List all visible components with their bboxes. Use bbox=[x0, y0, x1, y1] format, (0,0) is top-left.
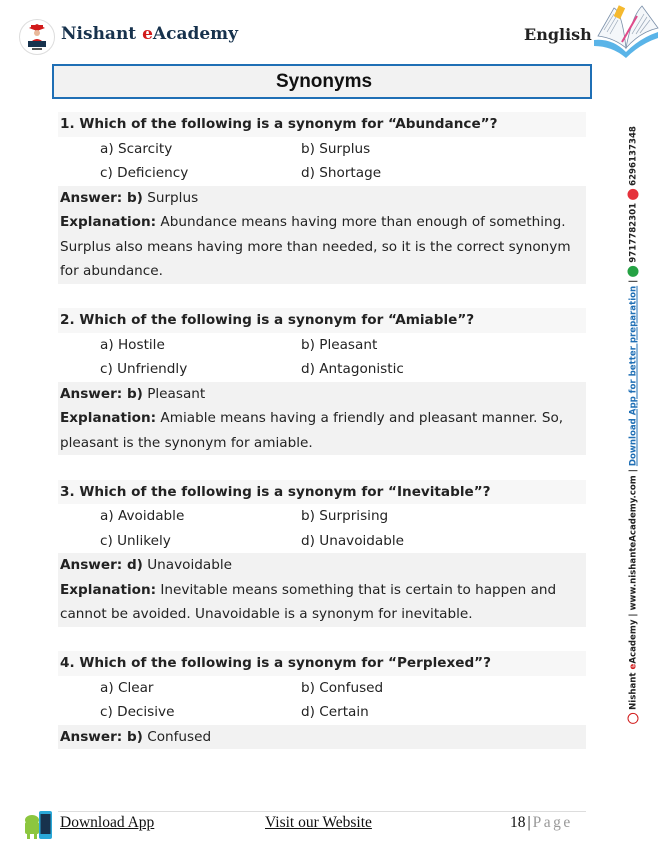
brand-prefix: Nishant bbox=[61, 24, 143, 44]
phone-number: 6296137348 bbox=[628, 126, 638, 186]
side-brand-e: e bbox=[628, 663, 638, 670]
academy-logo-small-icon bbox=[628, 713, 639, 724]
side-banner bbox=[622, 126, 644, 710]
page-header bbox=[0, 0, 662, 64]
question-block bbox=[58, 651, 586, 749]
question-text: 1. Which of the following is a synonym for “Abundance”? bbox=[58, 112, 586, 137]
side-brand bbox=[628, 620, 638, 710]
option: d) Antagonistic bbox=[301, 361, 404, 377]
question-text: 2. Which of the following is a synonym for “Amiable”? bbox=[58, 308, 586, 333]
option: a) Avoidable bbox=[100, 508, 185, 524]
page-indicator bbox=[510, 814, 573, 832]
answer-section bbox=[58, 553, 586, 627]
side-download-link[interactable]: Download App for better preparation bbox=[628, 285, 638, 467]
whatsapp-icon bbox=[628, 266, 639, 277]
explanation-line bbox=[60, 406, 586, 455]
options-row bbox=[58, 137, 586, 162]
answer-label: Answer: b) bbox=[60, 385, 143, 402]
open-book-icon bbox=[592, 2, 660, 60]
question-block bbox=[58, 480, 586, 627]
explanation-label: Explanation: bbox=[60, 214, 157, 230]
page-word: Page bbox=[532, 814, 573, 831]
explanation-text: Amiable means having a friendly and pleasant manner. So, pleasant is the synonym for amiable. bbox=[60, 410, 564, 451]
separator: | bbox=[628, 613, 638, 617]
answer-label: Answer: d) bbox=[60, 557, 143, 573]
answer-text: Confused bbox=[142, 728, 212, 745]
explanation-line bbox=[60, 578, 586, 627]
whatsapp-number: 9717782301 bbox=[628, 202, 638, 263]
answer-text: Unavoidable bbox=[142, 557, 232, 573]
side-brand-suffix: Academy bbox=[628, 619, 638, 664]
android-app-icon bbox=[22, 810, 54, 840]
options-row bbox=[58, 700, 586, 725]
explanation-label: Explanation: bbox=[60, 581, 157, 598]
question-text: 4. Which of the following is a synonym for “Perplexed”? bbox=[58, 651, 586, 676]
brand-suffix: Academy bbox=[152, 24, 239, 44]
explanation-line bbox=[60, 210, 586, 284]
footer-visit-website[interactable] bbox=[265, 814, 372, 832]
options-row bbox=[58, 676, 586, 701]
answer-label: Answer: b) bbox=[60, 728, 143, 745]
question-block bbox=[58, 308, 586, 455]
question-text: 3. Which of the following is a synonym for “Inevitable”? bbox=[58, 480, 586, 505]
subject-label: English bbox=[524, 25, 592, 44]
explanation-label: Explanation: bbox=[60, 410, 157, 426]
option: b) Pleasant bbox=[301, 336, 378, 353]
page-separator: | bbox=[527, 814, 531, 831]
answer-line bbox=[60, 382, 586, 407]
option: d) Shortage bbox=[301, 165, 382, 181]
phone-icon bbox=[628, 189, 639, 200]
footer-download-app[interactable] bbox=[60, 814, 154, 832]
brand-name bbox=[61, 24, 238, 44]
section-title-box bbox=[52, 64, 592, 99]
answer-line bbox=[60, 725, 586, 750]
option: b) Surprising bbox=[301, 508, 389, 524]
footer-divider bbox=[58, 811, 586, 812]
option: c) Unfriendly bbox=[100, 361, 188, 377]
separator: | bbox=[628, 469, 638, 473]
separator: | bbox=[628, 279, 638, 283]
option: d) Certain bbox=[301, 704, 369, 720]
section-title: Synonyms bbox=[275, 70, 373, 92]
brand-e: e bbox=[142, 24, 153, 44]
answer-line bbox=[60, 553, 586, 578]
answer-text: Pleasant bbox=[142, 385, 206, 402]
options-row bbox=[58, 333, 586, 358]
academy-logo bbox=[19, 19, 55, 55]
answer-text: Surplus bbox=[142, 189, 199, 206]
option: d) Unavoidable bbox=[301, 532, 405, 549]
explanation-text: Inevitable means something that is certain to happen and cannot be avoided. Unavoidable is a synonym for inevitable. bbox=[60, 581, 557, 622]
answer-section bbox=[58, 186, 586, 284]
option: a) Hostile bbox=[100, 336, 165, 353]
option: b) Confused bbox=[301, 679, 384, 696]
option: c) Unlikely bbox=[100, 532, 171, 549]
visit-website-link[interactable]: Visit our Website bbox=[265, 814, 372, 831]
options-row bbox=[58, 504, 586, 529]
side-brand-prefix: Nishant bbox=[628, 669, 638, 710]
option: c) Deficiency bbox=[100, 165, 189, 181]
options-row bbox=[58, 161, 586, 186]
answer-line bbox=[60, 186, 586, 211]
options-row bbox=[58, 529, 586, 554]
option: a) Scarcity bbox=[100, 140, 173, 157]
questions-content bbox=[58, 112, 586, 749]
answer-section bbox=[58, 725, 586, 750]
side-website-text: www.nishanteAcademy.com bbox=[628, 475, 638, 611]
page-number: 18 bbox=[510, 814, 526, 831]
option: a) Clear bbox=[100, 679, 154, 696]
option: c) Decisive bbox=[100, 704, 175, 720]
answer-section bbox=[58, 382, 586, 456]
question-block bbox=[58, 112, 586, 284]
option: b) Surplus bbox=[301, 140, 371, 157]
explanation-text: Abundance means having more than enough of something. Surplus also means having more than needed, so it is the correct synonym for abundance. bbox=[60, 214, 571, 279]
options-row bbox=[58, 357, 586, 382]
download-app-link[interactable]: Download App bbox=[60, 814, 155, 831]
answer-label: Answer: b) bbox=[60, 189, 143, 206]
